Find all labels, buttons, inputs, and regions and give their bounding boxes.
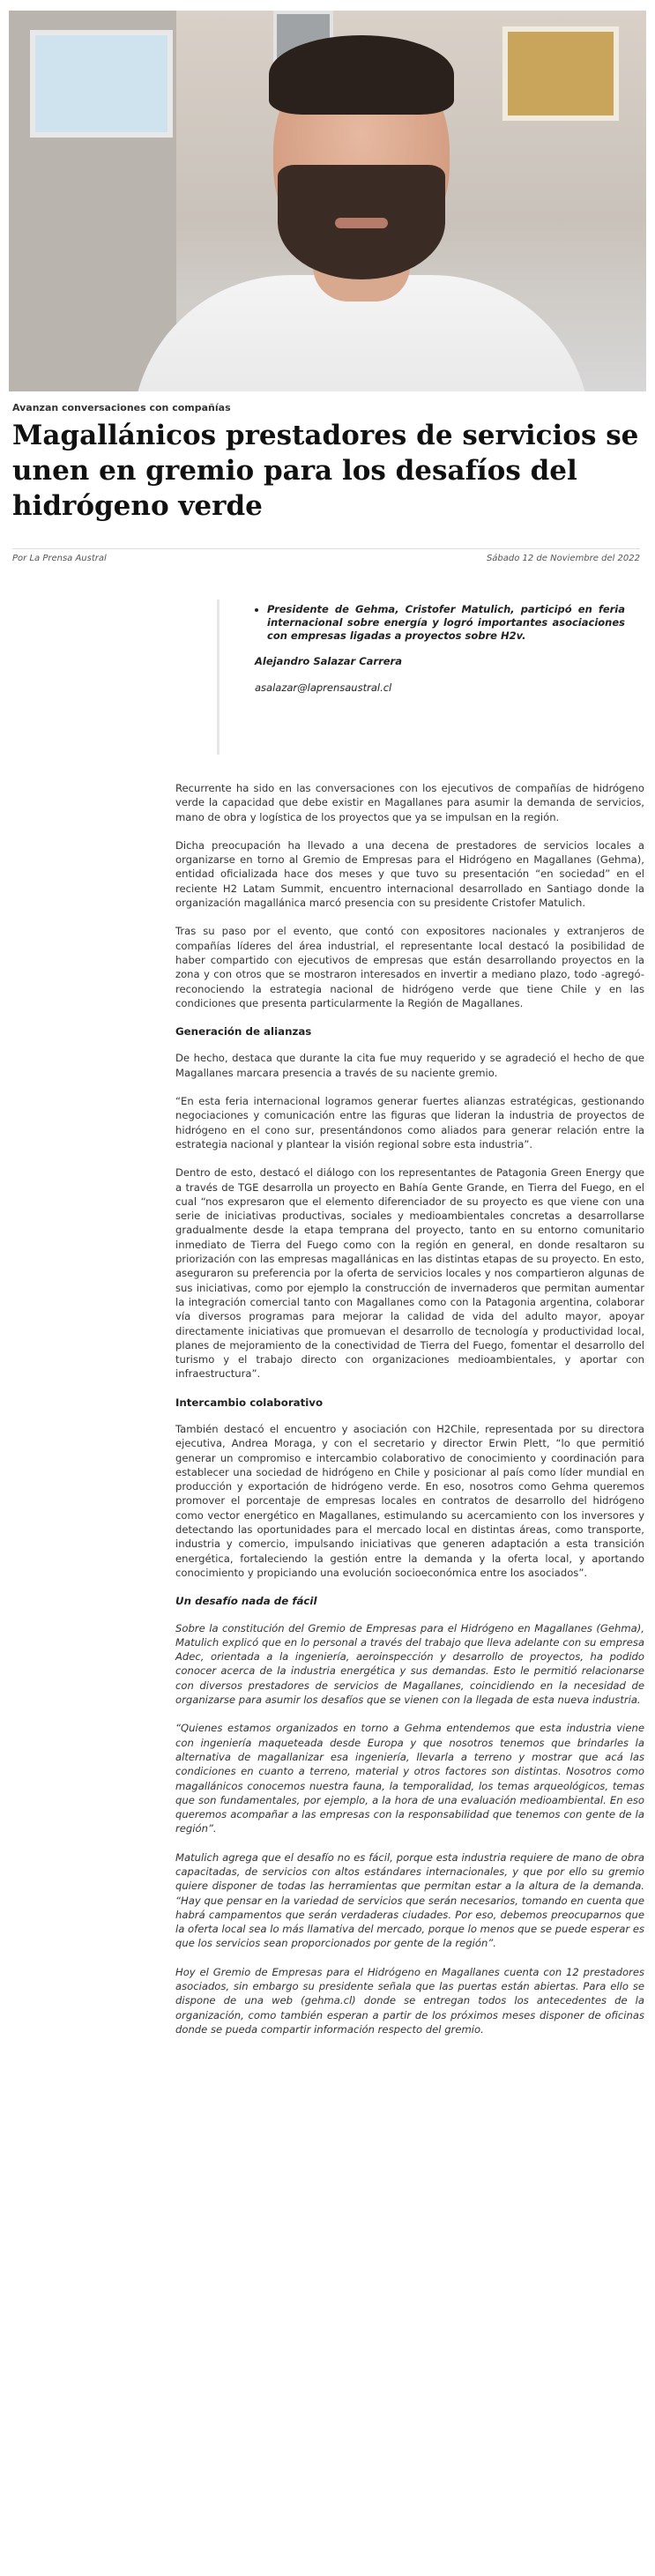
section-heading: Generación de alianzas <box>175 1025 312 1039</box>
summary-list <box>255 603 625 643</box>
body-paragraph: Recurrente ha sido en las conversaciones con los ejecutivos de compañías de hidrógeno verde la capacidad que debe existir en Magallanes para asumir la demanda de servicios, mano de obra y logística de los proyectos que ya se impulsan en la región. <box>175 782 644 823</box>
body-paragraph: Matulich agrega que el desafío no es fácil, porque esta industria requiere de mano de obra capacitadas, de servicios con altos estándares internacionales, y que por ello su gremio quiere disponer de todas las herramientas que permitan estar a la altura de la demanda. “Hay que pensar en la variedad de servicios que serán necesarios, tomando en cuenta que habrá campamentos que serán verdaderas ciudades. Por eso, debemos preocuparnos que la oferta local sea lo más llamativa del mercado, porque lo menos que se puede esperar es que los servicios sean proporcionados por gente de la región”. <box>175 1850 644 1950</box>
body-paragraph: Hoy el Gremio de Empresas para el Hidrógeno en Magallanes cuenta con 12 prestadores asociados, sin embargo su presidente señala que las puertas están abiertas. Para ello se dispone de una web (gehma.cl) donde se entregan todos los antecedentes de la organización, como también esperan a partir de los próximos meses disponer de oficinas donde se pueda compartir información respecto del gremio. <box>175 1965 644 2036</box>
body-paragraph: Dicha preocupación ha llevado a una decena de prestadores de servicios locales a organizarse en torno al Gremio de Empresas para el Hidrógeno en Magallanes (Gehma), entidad oficializada hace dos meses y que tuvo su presentación “en sociedad” en el reciente H2 Latam Summit, encuentro internacional desarrollado en Santiago donde la organización magallánica marcó presencia con su presidente Cristofer Matulich. <box>175 838 644 910</box>
photo-mouth <box>335 218 388 228</box>
section-heading: Intercambio colaborativo <box>175 1396 324 1409</box>
body-paragraph: “En esta feria internacional logramos generar fuertes alianzas estratégicas, gestionando negociaciones y comunicación entre las figuras que lideran la industria de proyectos de hidrógeno en el cono sur, presentándonos como aliados para generar relación entre la estrategia nacional y plantear la visión regional sobre esta industria”. <box>175 1095 644 1150</box>
article-author: Por La Prensa Austral <box>12 554 107 563</box>
article-byline: Alejandro Salazar Carrera <box>255 655 402 667</box>
photo-caption: Avanzan conversaciones con compañías <box>12 402 231 413</box>
photo-hair <box>269 35 454 115</box>
body-paragraph: Dentro de esto, destacó el diálogo con los representantes de Patagonia Green Energy que a través de TGE desarrolla un proyecto en Bahía Gente Grande, en Tierra del Fuego, en el cual “nos expresaron que el elemento diferenciador de su proyecto es que viene con una serie de iniciativas productivas, sociales y medioambientales concretas a desarrollarse gradualmente desde la etapa temprana del proyecto, tanto en su entorno comunitario inmediato de Tierra del Fuego como con la región en general, en donde resaltaron su priorización con las empresas magallánicas en las distintas etapas de su proyecto. En esto, aseguraron su preferencia por la oferta de servicios locales y nos compartieron algunas de sus iniciativas, como por ejemplo la construcción de invernaderos que permitan aumentar la integración comercial tanto con Magallanes como con la Patagonia argentina, colaborar vía diversos programas para mejorar la calidad de vida del adulto mayor, apoyar directamente iniciativas que promuevan el desarrollo de tecnología y productividad local, planes de mejoramiento de la conectividad de Tierra del Fuego, fomentar el desarrollo del turismo y el trabajo directo con organizaciones medioambientales, y aportar con infraestructura”. <box>175 1166 644 1381</box>
body-paragraph: También destacó el encuentro y asociación con H2Chile, representada por su directora ejecutiva, Andrea Moraga, y con el secretario y director Erwin Plett, “lo que permitió generar un compromiso e intercambio colaborativo de conocimiento y coordinación para establecer una sociedad de hidrógeno en Chile y posicionar al país como líder mundial en producción y exportación de hidrógeno verde. En eso, nosotros como Gehma queremos promover el porcentaje de empresas locales en contratos de desarrollo del hidrógeno como vector energético en Magallanes, estimulando su acercamiento con los inversores y detectando las oportunidades para el mercado local en distintas áreas, como transporte, industria y comercio, impulsando iniciativas que generen adaptación a esta transición energética, fortaleciendo la gestión entre la demanda y la oferta local, y aportando conocimiento y propiciando una evolución socioeconómica entre los asociados”. <box>175 1422 644 1579</box>
summary-bullet: • Presidente de Gehma, Cristofer Matulich, participó en feria internacional sobre energía y logró importantes asociaciones con empresas ligadas a proyectos sobre H2v. <box>267 603 625 643</box>
article-meta <box>12 548 640 563</box>
body-paragraph: Tras su paso por el evento, que contó con expositores nacionales y extranjeros de compañías líderes del área industrial, el representante local destacó la posibilidad de haber compartido con ejecutivos de empresas que están desarrollando proyectos en la zona y con otros que se mostraron interesados en invertir a mediano plazo, todo -agregó- reconociendo la estrategia nacional de hidrógeno verde que tiene Chile y en las condiciones que presenta particularmente la Región de Magallanes. <box>175 925 644 1009</box>
author-email: asalazar@laprensaustral.cl <box>255 681 392 694</box>
body-paragraph: “Quienes estamos organizados en torno a Gehma entendemos que esta industria viene con ingeniería maqueteada desde Europa y que nosotros tenemos que brindarles la alternativa de magallanizar esa ingeniería, llevarla a terreno y mostrar que acá las condiciones en cuanto a terreno, material y otros factores son distintas. Nosotros como magallánicos conocemos nuestra fauna, la temporalidad, los temas arqueológicos, temas que son fundamentales, por ejemplo, a la hora de una evaluación medioambiental. En eso queremos acompañar a las empresas con la responsabilidad que tenemos con gente de la región”. <box>175 1722 644 1835</box>
photo-window <box>30 30 173 138</box>
body-paragraph: De hecho, destaca que durante la cita fue muy requerido y se agradeció el hecho de que Magallanes marcara presencia a través de su naciente gremio. <box>175 1052 644 1079</box>
photo-picture-frame <box>502 26 619 121</box>
body-paragraph: Sobre la constitución del Gremio de Empresas para el Hidrógeno en Magallanes (Gehma), Matulich explicó que en lo personal a través del trabajo que lleva adelante con su empresa Adec, orientada a la ingeniería, aeroinspección y desarrollo de proyectos, ha podido conocer acerca de la industria energética y sus demandas. Esto le permitió relacionarse con diversos prestadores de servicios de Magallanes, coincidiendo en la necesidad de organizarse para asumir los desafíos que se vienen con la llegada de esta nueva industria. <box>175 1621 644 1707</box>
article-date: Sábado 12 de Noviembre del 2022 <box>486 554 640 563</box>
article-summary <box>217 599 625 755</box>
hero-photo <box>9 11 646 391</box>
article-headline: Magallánicos prestadores de servicios se unen en gremio para los desafíos del hidrógeno verde <box>12 420 639 522</box>
section-heading: Un desafío nada de fácil <box>175 1595 317 1608</box>
article-body <box>175 781 644 2051</box>
